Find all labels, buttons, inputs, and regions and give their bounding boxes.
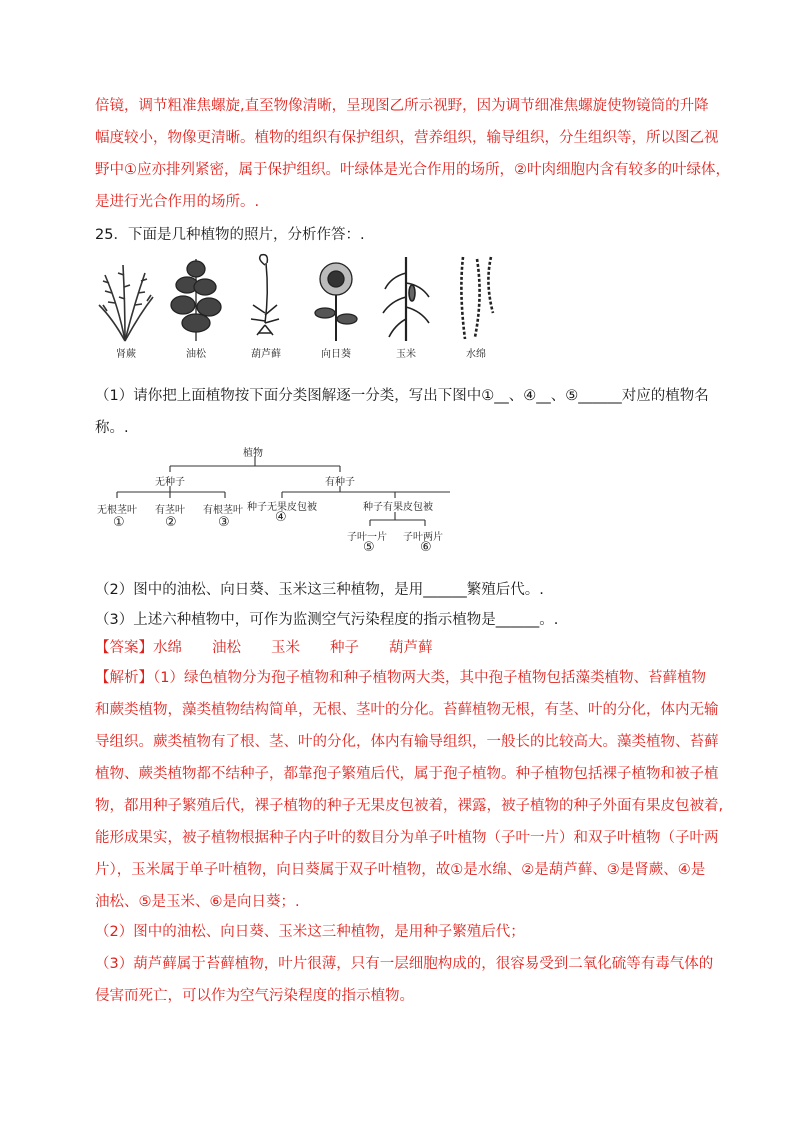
tree-node-root: 植物	[243, 448, 263, 459]
tree-mark-5: ⑤	[363, 540, 375, 555]
tree-node-naked-seed: 种子无果皮包被	[247, 502, 317, 513]
tree-node-leaf3: 有根茎叶	[203, 505, 243, 516]
tree-node-dicot: 子叶两片	[403, 532, 443, 543]
question-1-line: 称。.	[95, 420, 129, 436]
fern-icon	[95, 253, 157, 343]
plant-caption: 油松	[186, 349, 206, 360]
tree-node-leaf1: 无根茎叶	[97, 505, 137, 516]
tree-mark-1: ①	[113, 515, 125, 530]
answer-item: 葫芦藓	[389, 640, 433, 656]
corn-icon	[375, 253, 437, 343]
plant-caption: 玉米	[396, 349, 416, 360]
moss-icon	[235, 253, 297, 343]
analysis-first-line	[95, 668, 706, 688]
analysis-line: 物，都用种子繁殖后代，裸子植物的种子无果皮包被着，裸露，被子植物的种子外面有果皮包被着,	[95, 798, 724, 814]
sunflower-icon	[305, 253, 367, 343]
tree-node-leaf2: 有茎叶	[155, 505, 185, 516]
intro-line: 幅度较小，物像更清晰。植物的组织有保护组织，营养组织，输导组织，分生组织等，所以图乙视	[95, 130, 719, 146]
answer-item: 水绵	[153, 640, 182, 656]
question-3: （3）上述六种植物中，可作为监测空气污染程度的指示植物是______。.	[95, 612, 559, 628]
answer-item: 油松	[212, 640, 241, 656]
tree-node-no-seed: 无种子	[155, 477, 185, 488]
intro-line: 倍镜，调节粗准焦螺旋,直至物像清晰，呈现图乙所示视野，因为调节细准焦螺旋使物镜筒的升降	[95, 98, 709, 114]
plant-caption: 水绵	[466, 349, 486, 360]
plant-moss	[235, 253, 297, 365]
intro-line: 野中①应亦排列紧密，属于保护组织。叶绿体是光合作用的场所，②叶肉细胞内含有较多的叶绿体，	[95, 162, 730, 178]
analysis-line: 油松、⑤是玉米、⑥是向日葵；.	[95, 894, 300, 910]
tree-mark-3: ③	[218, 515, 230, 530]
answer-item: 种子	[330, 640, 359, 656]
analysis-text: （1）绿色植物分为孢子植物和种子植物两大类，其中孢子植物包括藻类植物、苔藓植物	[153, 670, 706, 686]
analysis-line: （2）图中的油松、向日葵、玉米这三种植物，是用种子繁殖后代；	[95, 924, 525, 940]
classification-tree	[95, 440, 455, 564]
answer-item: 玉米	[271, 640, 300, 656]
answer-label: 【答案】	[95, 640, 153, 656]
analysis-line: 侵害而死亡，可以作为空气污染程度的指示植物。	[95, 988, 414, 1004]
tree-node-monocot: 子叶一片	[347, 532, 387, 543]
tree-mark-2: ②	[165, 515, 177, 530]
analysis-line: （3）葫芦藓属于苔藓植物，叶片很薄，只有一层细胞构成的，很容易受到二氧化硫等有毒气体的	[95, 956, 714, 972]
intro-line: 是进行光合作用的场所。.	[95, 194, 260, 210]
plant-caption: 向日葵	[321, 349, 351, 360]
question-1-line: （1）请你把上面植物按下面分类图解逐一分类，写出下图中①__、④__、⑤______对应的植物名	[95, 388, 709, 404]
plant-fern	[95, 253, 157, 365]
tree-mark-4: ④	[275, 510, 287, 525]
tree-mark-6: ⑥	[420, 540, 432, 555]
spirogyra-icon	[445, 253, 507, 343]
plant-sunflower	[305, 253, 367, 365]
question-2: （2）图中的油松、向日葵、玉米这三种植物，是用______繁殖后代。.	[95, 582, 544, 598]
analysis-line: 和蕨类植物，藻类植物结构简单，无根、茎叶的分化。苔藓植物无根，有茎、叶的分化，体内无输	[95, 702, 719, 718]
plant-caption: 葫芦藓	[251, 349, 281, 360]
plant-corn	[375, 253, 437, 365]
answer-line	[95, 638, 433, 658]
analysis-line: 导组织。蕨类植物有了根、茎、叶的分化，体内有输导组织，一般长的比较高大。藻类植物、苔藓	[95, 734, 719, 750]
tree-node-covered-seed: 种子有果皮包被	[363, 502, 433, 513]
analysis-label: 【解析】	[95, 670, 153, 686]
tree-node-seed: 有种子	[325, 477, 355, 488]
plant-pine	[165, 253, 227, 365]
plant-spirogyra	[445, 253, 507, 365]
analysis-line: 能形成果实，被子植物根据种子内子叶的数目分为单子叶植物（子叶一片）和双子叶植物（子叶两	[95, 830, 719, 846]
analysis-line: 植物、蕨类植物都不结种子，都靠孢子繁殖后代，属于孢子植物。种子植物包括裸子植物和被子植	[95, 766, 719, 782]
plant-photos	[95, 253, 515, 365]
question-stem: 25．下面是几种植物的照片，分析作答：.	[95, 227, 365, 243]
pine-icon	[165, 253, 227, 343]
analysis-line: 片），玉米属于单子叶植物，向日葵属于双子叶植物，故①是水绵、②是葫芦藓、③是肾蕨、④是	[95, 862, 706, 878]
plant-caption: 肾蕨	[116, 349, 136, 360]
